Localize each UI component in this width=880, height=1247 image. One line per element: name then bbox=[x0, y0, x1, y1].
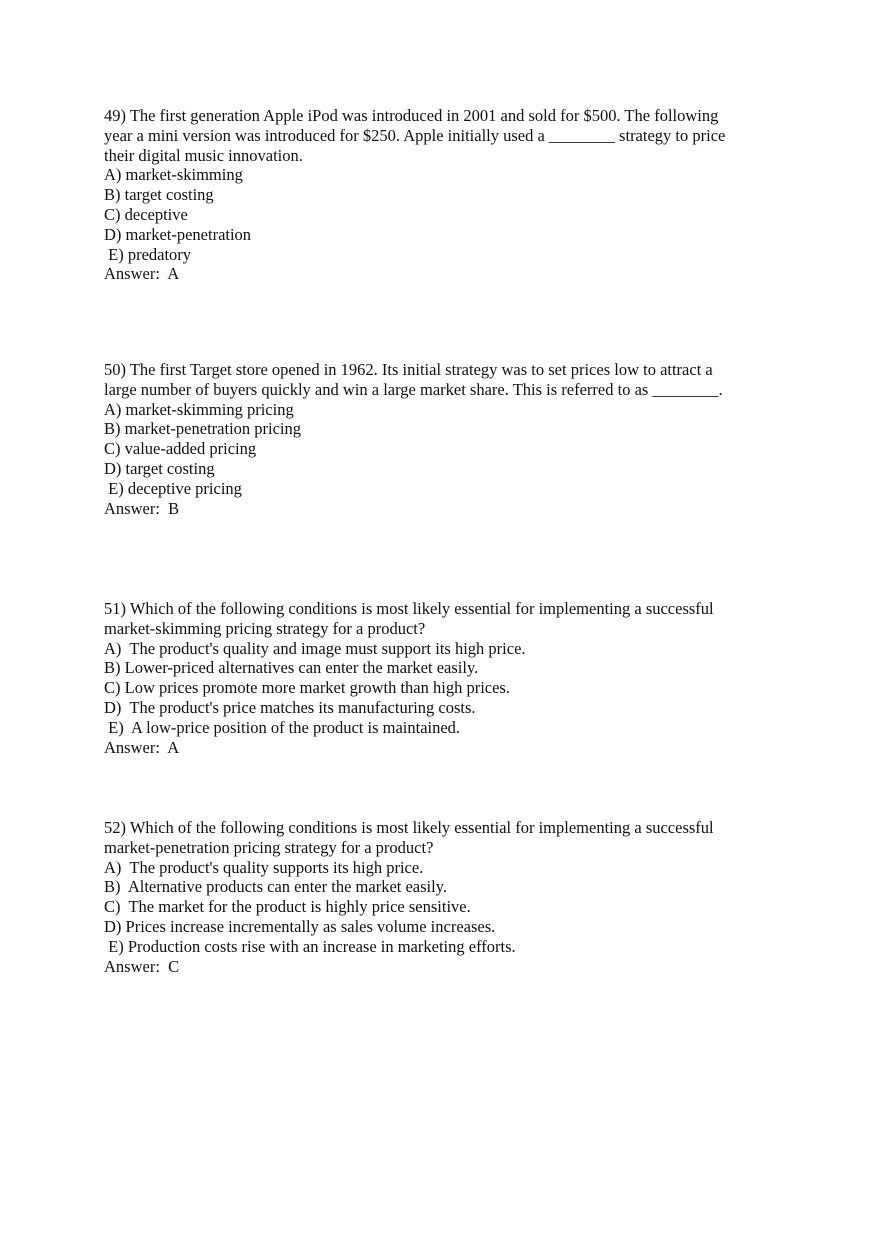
answer-option: D) market-penetration bbox=[104, 224, 252, 244]
answer-option: C) value-added pricing bbox=[104, 439, 257, 459]
answer-key: Answer: B bbox=[104, 498, 180, 518]
answer-option: D) target costing bbox=[104, 458, 215, 478]
answer-option: D) The product's price matches its manufacturing costs. bbox=[104, 697, 476, 717]
question-stem-line: 51) Which of the following conditions is most likely essential for implementing a successful bbox=[104, 599, 714, 618]
answer-option: A) market-skimming pricing bbox=[104, 399, 294, 419]
question-50 bbox=[104, 360, 764, 518]
answer-option: B) target costing bbox=[104, 185, 214, 205]
answer-option: E) deceptive pricing bbox=[104, 478, 242, 498]
answer-option: C) Low prices promote more market growth than high prices. bbox=[104, 678, 510, 698]
answer-option: A) The product's quality and image must support its high price. bbox=[104, 638, 526, 658]
answer-key: Answer: A bbox=[104, 737, 180, 757]
question-stem-line: large number of buyers quickly and win a large market share. This is referred to as ________. bbox=[104, 379, 723, 399]
question-stem-line: market-penetration pricing strategy for a product? bbox=[104, 837, 434, 857]
question-stem-line: their digital music innovation. bbox=[104, 145, 303, 165]
question-stem-line: 49) The first generation Apple iPod was introduced in 2001 and sold for $500. The following bbox=[104, 106, 719, 125]
answer-option: A) The product's quality supports its high price. bbox=[104, 857, 424, 877]
answer-option: E) predatory bbox=[104, 244, 192, 264]
answer-option: D) Prices increase incrementally as sales volume increases. bbox=[104, 916, 496, 936]
question-51 bbox=[104, 599, 764, 757]
answer-option: B) market-penetration pricing bbox=[104, 419, 302, 439]
answer-option: B) Alternative products can enter the market easily. bbox=[104, 877, 448, 897]
answer-option: E) Production costs rise with an increase in marketing efforts. bbox=[104, 936, 516, 956]
question-stem-line: 50) The first Target store opened in 1962. Its initial strategy was to set prices low to attract a bbox=[104, 360, 713, 379]
answer-key: Answer: A bbox=[104, 264, 180, 284]
question-49 bbox=[104, 106, 764, 284]
question-stem-line: year a mini version was introduced for $250. Apple initially used a ________ strategy to price bbox=[104, 125, 726, 145]
question-stem-line: 52) Which of the following conditions is most likely essential for implementing a successful bbox=[104, 818, 714, 837]
question-52 bbox=[104, 818, 764, 976]
answer-option: C) The market for the product is highly price sensitive. bbox=[104, 897, 471, 917]
answer-option: A) market-skimming bbox=[104, 165, 243, 185]
question-stem-line: market-skimming pricing strategy for a product? bbox=[104, 618, 426, 638]
answer-option: C) deceptive bbox=[104, 204, 188, 224]
answer-key: Answer: C bbox=[104, 956, 180, 976]
answer-option: B) Lower-priced alternatives can enter the market easily. bbox=[104, 658, 479, 678]
answer-option: E) A low-price position of the product is maintained. bbox=[104, 717, 461, 737]
